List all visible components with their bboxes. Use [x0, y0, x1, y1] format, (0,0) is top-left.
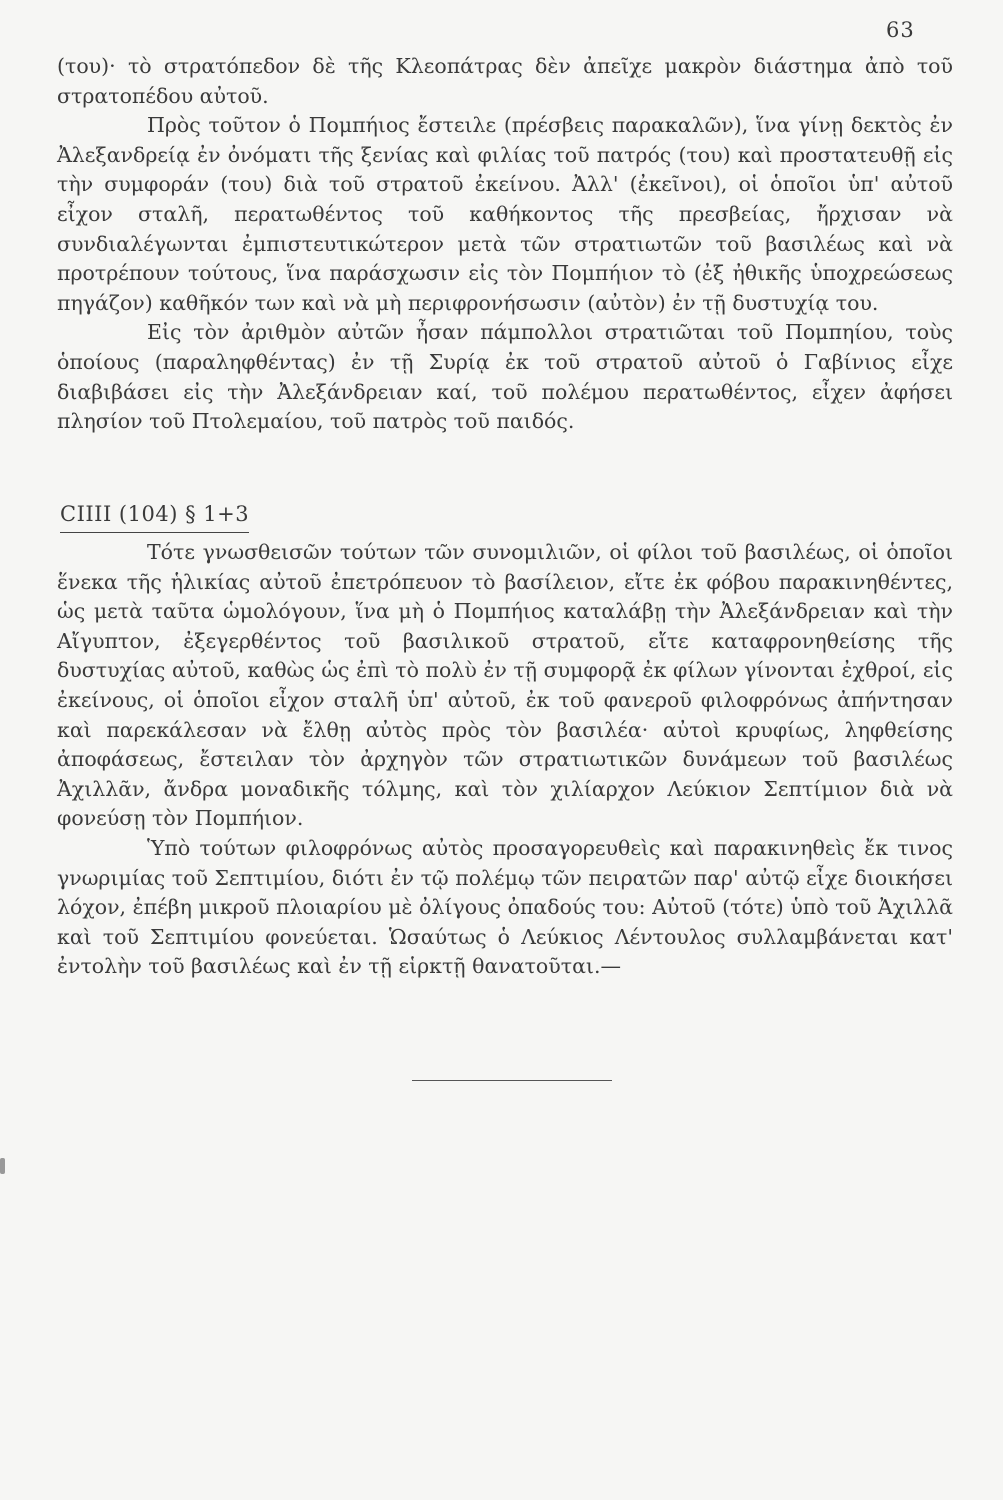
page-number: 63 [886, 18, 915, 42]
closing-rule [412, 1080, 612, 1081]
paragraph: Εἰς τὸν ἀριθμὸν αὐτῶν ἦσαν πάμπολλοι στρατιῶται τοῦ Πομπηίου, τοὺς ὁποίους (παραληφθέντας) ἐν τῇ Συρίᾳ ἐκ τοῦ στρατοῦ αὐτοῦ ὁ Γαβίνιος εἶχε διαβιβάσει εἰς τὴν Ἀλεξάνδρειαν καί, τοῦ πολέμου περατωθέντος, εἶχεν ἀφήσει πλησίον τοῦ Πτολεμαίου, τοῦ πατρὸς τοῦ παιδός. [57, 320, 953, 434]
text-block-top [57, 52, 953, 437]
paragraph: Τότε γνωσθεισῶν τούτων τῶν συνομιλιῶν, οἱ φίλοι τοῦ βασιλέως, οἱ ὁποῖοι ἕνεκα τῆς ἡλικίας αὐτοῦ ἐπετρόπευον τὸ βασίλειον, εἴτε ἐκ φόβου παρακινηθέντες, ὡς μετὰ ταῦτα ὡμολόγουν, ἵνα μὴ ὁ Πομπήιος καταλάβῃ τὴν Ἀλεξάνδρειαν καὶ τὴν Αἴγυπτον, ἐξεγερθέντος τοῦ βασιλικοῦ στρατοῦ, εἴτε καταφρονηθείσης τῆς δυστυχίας αὐτοῦ, καθὼς ὡς ἐπὶ τὸ πολὺ ἐν τῇ συμφορᾷ ἐκ φίλων γίνονται ἐχθροί, εἰς ἐκείνους, οἱ ὁποῖοι εἶχον σταλῆ ὑπ' αὐτοῦ, ἐκ τοῦ φανεροῦ φιλοφρόνως ἀπήντησαν καὶ παρεκάλεσαν νὰ ἔλθῃ αὐτὸς πρὸς τὸν βασιλέα· αὐτοὶ κρυφίως, ληφθείσης ἀποφάσεως, ἔστειλαν τὸν ἀρχηγὸν τῶν στρατιωτικῶν δυνάμεων τοῦ βασιλέως Ἀχιλλᾶν, ἄνδρα μοναδικῆς τόλμης, καὶ τὸν χιλίαρχον Λεύκιον Σεπτίμιον διὰ νὰ φονεύσῃ τὸν Πομπήιον. [57, 540, 953, 831]
paragraph: Ὑπὸ τούτων φιλοφρόνως αὐτὸς προσαγορευθεὶς καὶ παρακινηθεὶς ἔκ τινος γνωριμίας τοῦ Σεπτιμίου, διότι ἐν τῷ πολέμῳ τῶν πειρατῶν παρ' αὐτῷ εἶχε διοικήσει λόχον, ἐπέβη μικροῦ πλοιαρίου μὲ ὀλίγους ὀπαδούς του: Αὐτοῦ (τότε) ὑπὸ τοῦ Ἀχιλλᾶ καὶ τοῦ Σεπτιμίου φονεύεται. Ὡσαύτως ὁ Λεύκιος Λέντουλος συλλαμβάνεται κατ' ἐντολὴν τοῦ βασιλέως καὶ ἐν τῇ εἱρκτῇ θανατοῦται.— [57, 835, 953, 979]
margin-mark [0, 1158, 5, 1174]
paragraph: Πρὸς τοῦτον ὁ Πομπήιος ἔστειλε (πρέσβεις παρακαλῶν), ἵνα γίνῃ δεκτὸς ἐν Ἀλεξανδρείᾳ ἐν ὀνόματι τῆς ξενίας καὶ φιλίας τοῦ πατρός (του) καὶ προστατευθῇ εἰς τὴν συμφοράν (του) διὰ τοῦ στρατοῦ ἐκείνου. Ἀλλ' (ἐκεῖνοι), οἱ ὁποῖοι ὑπ' αὐτοῦ εἶχον σταλῆ, περατωθέντος τοῦ καθήκοντος τῆς πρεσβείας, ἤρχισαν νὰ συνδιαλέγωνται ἐμπιστευτικώτερον μετὰ τῶν στρατιωτῶν τοῦ βασιλέως καὶ νὰ προτρέπουν τούτους, ἵνα παράσχωσιν εἰς τὸν Πομπήιον τὸ (ἐξ ἠθικῆς ὑποχρεώσεως πηγάζον) καθῆκόν των καὶ νὰ μὴ περιφρονήσωσιν (αὐτὸν) ἐν τῇ δυστυχίᾳ του. [57, 113, 953, 315]
paragraph-continuation: (του)· τὸ στρατόπεδον δὲ τῆς Κλεοπάτρας δὲν ἀπεῖχε μακρὸν διάστημα ἀπὸ τοῦ στρατοπέδου αὐτοῦ. [57, 54, 953, 108]
section-heading: CIIII (104) § 1+3 [60, 500, 249, 533]
text-block-bottom [57, 538, 953, 982]
